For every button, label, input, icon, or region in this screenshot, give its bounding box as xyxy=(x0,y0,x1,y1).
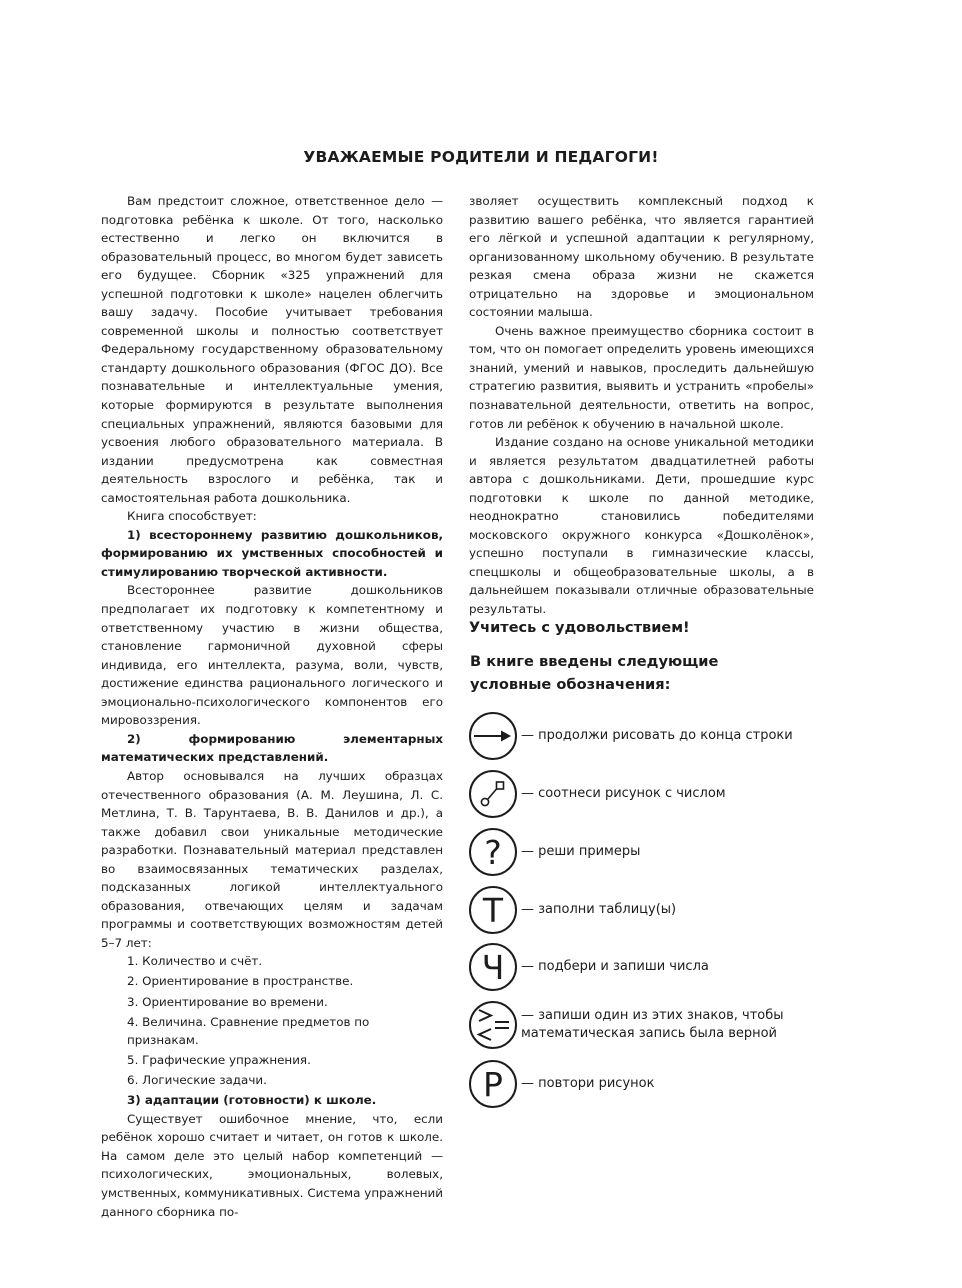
right-column xyxy=(469,192,814,637)
question-icon: ? xyxy=(469,828,517,876)
arrow-right-icon xyxy=(469,712,517,760)
legend-item-match xyxy=(469,770,726,818)
letter-r-icon: Р xyxy=(469,1060,517,1108)
legend-text: — повтори рисунок xyxy=(521,1076,655,1091)
point2-heading: 2) формированию элементарных математических представлений. xyxy=(101,731,443,765)
list-item: 1. Количество и счёт. xyxy=(127,954,263,969)
legend-text: — подбери и запиши числа xyxy=(521,959,709,974)
point1-paragraph: Всестороннее развитие дошкольников предполагает их подготовку к компетентному и ответственному участию в жизни общества, становление гармоничной духовной сферы индивида, его интеллекта, разума, воли, чувств, достижение единства рационального логического и эмоционально-психологического компонентов его мировоззрения. xyxy=(101,583,443,728)
point3-paragraph: Существует ошибочное мнение, что, если ребёнок хорошо считает и читает, он готов к школе. На самом деле это целый набор компетенций — психологических, эмоциональных, волевых, умственных, коммуникативных. Система упражнений данного сборника по- xyxy=(101,1111,443,1219)
list-item: 6. Логические задачи. xyxy=(127,1073,267,1088)
list-item: 4. Величина. Сравнение предметов по признакам. xyxy=(127,1014,370,1048)
promotes-paragraph: Книга способствует: xyxy=(127,509,257,524)
intro-paragraph: Вам предстоит сложное, ответственное дело — подготовка ребёнка к школе. От того, насколько естественно и легко он включится в образовательный процесс, во многом будет зависеть его будущее. Сборник «325 упражнений для успешной подготовки к школе» нацелен облегчить вашу задачу. Пособие учитывает требования современной школы и полностью соответствует Федеральному государственному образовательному стандарту дошкольного образования (ФГОС ДО). Все познавательные и интеллектуальные умения, которые формируются в результате выполнения специальных упражнений, являются базовыми для усвоения любого образовательного материала. В издании предусмотрена как совместная деятельность взрослого и ребёнка, так и самостоятельная работа дошкольника. xyxy=(101,194,443,505)
legend-text: — запиши один из этих знаков, чтобы математическая запись была верной xyxy=(521,1008,784,1041)
legend-title-line2: условные обозначения: xyxy=(470,676,671,693)
legend-text: — соотнеси рисунок с числом xyxy=(521,786,726,801)
legend-item-table xyxy=(469,886,676,934)
legend-item-signs xyxy=(469,1001,784,1049)
point3-heading: 3) адаптации (готовности) к школе. xyxy=(127,1093,377,1108)
list-item: 5. Графические упражнения. xyxy=(127,1053,311,1068)
point1-heading: 1) всестороннему развитию дошкольников, формированию их умственных способностей и стимулированию творческой активности. xyxy=(101,527,443,579)
legend-item-continue xyxy=(469,712,793,760)
legend-item-numbers xyxy=(469,943,709,991)
list-item: 3. Ориентирование во времени. xyxy=(127,994,328,1009)
about-paragraph: Издание создано на основе уникальной методики и является результатом двадцатилетней работы автора с дошкольниками. Дети, прошедшие курс подготовки к школе по данной методике, неоднократно становились победителями московского окружного конкурса «Дошколёнок», успешно поступали в гимназические классы, спецшколы и общеобразовательные школы, а в дальнейшем показывали отличные образовательные результаты. xyxy=(469,435,814,617)
advantage-paragraph: Очень важное преимущество сборника состоит в том, что он помогает определить уровень имеющихся знаний, умений и навыков, проследить дальнейшую стратегию развития, выявить и устранить «пробелы» познавательной деятельности, ответить на вопрос, готов ли ребёнок к обучению в начальной школе. xyxy=(469,323,814,431)
compare-signs-icon xyxy=(469,1001,517,1049)
legend-item-examples xyxy=(469,828,640,876)
legend-item-repeat xyxy=(469,1060,654,1108)
legend-title-line1: В книге введены следующие xyxy=(470,653,719,670)
legend-title xyxy=(470,650,718,696)
letter-ch-icon: Ч xyxy=(469,943,517,991)
point2-paragraph: Автор основывался на лучших образцах отечественного образования (А. М. Леушина, Л. С. Метлина, Т. В. Тарунтаева, В. В. Данилов и др.), а также добавил свои уникальные методические разработки. Познавательный материал представлен во взаимосвязанных тематических разделах, подсказанных логикой интеллектуального образования, отвечающих целям и задачам программы и соответствующих возможностям детей 5–7 лет: xyxy=(101,768,443,950)
page-title: УВАЖАЕМЫЕ РОДИТЕЛИ И ПЕДАГОГИ! xyxy=(303,148,659,166)
legend-text: — реши примеры xyxy=(521,844,641,859)
legend-text: — продолжи рисовать до конца строки xyxy=(521,728,793,743)
left-column xyxy=(101,192,443,1221)
continuation-paragraph: зволяет осуществить комплексный подход к развитию вашего ребёнка, что является гарантией его лёгкой и успешной адаптации к регулярному, организованному школьному обучению. В результате резкая смена образа жизни не скажется отрицательно на здоровье и эмоциональном состоянии малыша. xyxy=(469,194,814,320)
list-item: 2. Ориентирование в пространстве. xyxy=(127,974,354,989)
letter-t-icon: Т xyxy=(469,886,517,934)
legend-text: — заполни таблицу(ы) xyxy=(521,902,677,917)
sections-list xyxy=(101,952,443,1089)
closing-line: Учитесь с удовольствием! xyxy=(469,619,690,636)
connect-line-icon xyxy=(469,770,517,818)
